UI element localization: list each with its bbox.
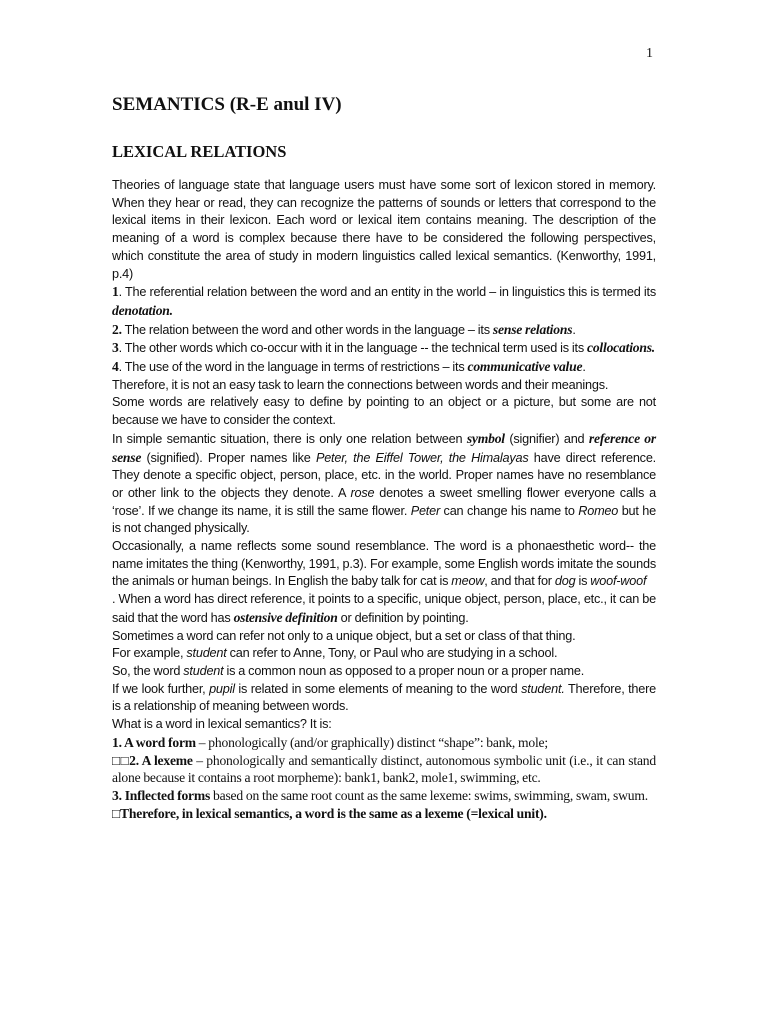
list-item-2 xyxy=(112,321,656,340)
item-text: . The use of the word in the language in terms of restrictions – its xyxy=(118,360,468,375)
definition-text: – phonologically and semantically distinct, autonomous symbolic unit (i.e., it can stand alone because it contains a root morpheme): bank1, bank2, mole1, swimming, etc. xyxy=(112,752,656,786)
section-heading: LEXICAL RELATIONS xyxy=(112,142,287,161)
some-words-paragraph: Some words are relatively easy to define by pointing to an object or a picture, but some are not because we have to consider the context. xyxy=(112,395,656,428)
text-span: (signifier) and xyxy=(504,431,589,446)
item-term: communicative value xyxy=(467,359,583,375)
text-span: is related in some elements of meaning to the word xyxy=(234,681,522,696)
text-span: Occasionally, a name reflects some sound resemblance. The word is a phonaesthetic word-- the name imitates the thing (Kenworthy, 1991, p.3). For example, some English words imitate the sounds the animals or human beings. In English the baby talk for cat is xyxy=(112,539,656,589)
example-meow: meow xyxy=(451,574,485,589)
text-span: . When a word has direct reference, it points to a specific, unique object, person, place, etc., it can be said that the word has xyxy=(112,592,656,625)
example-dog: dog xyxy=(554,574,576,589)
definition-inflected-forms xyxy=(112,787,656,805)
text-span: is xyxy=(575,574,591,589)
example-rose: rose xyxy=(350,485,375,500)
question-paragraph: What is a word in lexical semantics? It is: xyxy=(112,717,332,732)
conclusion-paragraph: □Therefore, in lexical semantics, a word is the same as a lexeme (=lexical unit). xyxy=(112,805,547,821)
term-symbol: symbol xyxy=(466,430,505,446)
example-student: student xyxy=(186,646,227,661)
text-span: So, the word xyxy=(112,663,184,678)
occasionally-paragraph xyxy=(112,538,656,591)
example-pupil: pupil xyxy=(209,681,235,696)
term-ostensive-definition: ostensive definition xyxy=(233,609,338,625)
example-student: student. xyxy=(521,681,565,696)
item-number: 4 xyxy=(112,359,119,375)
item-number: 3 xyxy=(112,340,119,356)
direct-reference-paragraph xyxy=(112,591,656,627)
text-span: In simple semantic situation, there is only one relation between xyxy=(112,431,467,446)
definition-label: □□2. A lexeme xyxy=(112,752,193,768)
text-span: , and that for xyxy=(484,574,555,589)
definition-word-form xyxy=(112,734,656,752)
definition-label: 1. A word form xyxy=(112,734,196,750)
list-item-4 xyxy=(112,358,656,377)
page-title: SEMANTICS (R-E anul IV) xyxy=(112,94,342,115)
item-term: sense relations xyxy=(492,321,573,337)
intro-paragraph: Theories of language state that language users must have some sort of lexicon stored in memory. When they hear or read, they can recognize the patterns of sounds or letters that correspond to the lexical items in their lexicon. Each word or lexical item contains meaning. The description of the meaning of a word is complex because there have to be considered the following perspectives, which constitute the area of study in modern linguistics called lexical semantics. (Kenworthy, 1991, p.4) xyxy=(112,178,656,281)
item-number: 1 xyxy=(112,284,119,300)
item-text: . The other words which co-occur with it in the language -- the technical term used is its xyxy=(118,341,587,356)
definition-text: based on the same root count as the same lexeme: swims, swimming, swam, swum. xyxy=(210,787,648,803)
common-noun-paragraph xyxy=(112,663,656,681)
definition-label: 3. Inflected forms xyxy=(112,787,211,803)
example-names: Peter, the Eiffel Tower, the Himalayas xyxy=(315,450,529,465)
item-number: 2. xyxy=(112,321,122,337)
example-student: student xyxy=(183,663,224,678)
list-item-3 xyxy=(112,339,656,358)
item-term: denotation. xyxy=(112,302,173,318)
item-after: . xyxy=(582,360,586,375)
definition-text: – phonologically (and/or graphically) distinct “shape”: bank, mole; xyxy=(195,734,548,750)
example-peter: Peter xyxy=(410,503,441,518)
therefore-paragraph: Therefore, it is not an easy task to learn the connections between words and their meanings. xyxy=(112,377,609,392)
example-woof: woof-woof xyxy=(590,574,647,589)
simple-semantic-paragraph xyxy=(112,430,656,538)
text-span: can change his name to xyxy=(440,503,579,518)
item-term: collocations. xyxy=(587,340,656,356)
text-span: but he is not changed physically. xyxy=(112,503,656,536)
text-span: or definition by pointing. xyxy=(337,610,469,625)
term-reference: reference or sense xyxy=(112,430,656,465)
document-body xyxy=(112,177,656,822)
text-span: For example, xyxy=(112,646,187,661)
text-span: If we look further, xyxy=(112,681,210,696)
text-span: have direct reference. They denote a specific object, person, place, etc. in the world. Proper names have no resemblance or other link to the objects they denote. A xyxy=(112,450,656,500)
text-span: can refer to Anne, Tony, or Paul who are studying in a school. xyxy=(226,646,558,661)
example-paragraph xyxy=(112,645,656,663)
item-after: . xyxy=(572,322,576,337)
text-span: is a common noun as opposed to a proper noun or a proper name. xyxy=(223,663,585,678)
sometimes-paragraph: Sometimes a word can refer not only to a unique object, but a set or class of that thing. xyxy=(112,628,576,643)
example-romeo: Romeo xyxy=(578,503,619,518)
text-span: Therefore, there is a relationship of meaning between words. xyxy=(112,681,656,714)
item-text: . The referential relation between the word and an entity in the world – in linguistics this is termed its xyxy=(118,285,656,300)
further-paragraph xyxy=(112,681,656,716)
text-span: denotes a sweet smelling flower everyone calls a ‘rose’. If we change its name, it is still the same flower. xyxy=(112,485,656,518)
definition-lexeme xyxy=(112,752,656,787)
item-text: The relation between the word and other words in the language – its xyxy=(121,322,493,337)
text-span: (signified). Proper names like xyxy=(141,450,316,465)
page-number: 1 xyxy=(646,46,653,61)
list-item-1 xyxy=(112,283,656,320)
